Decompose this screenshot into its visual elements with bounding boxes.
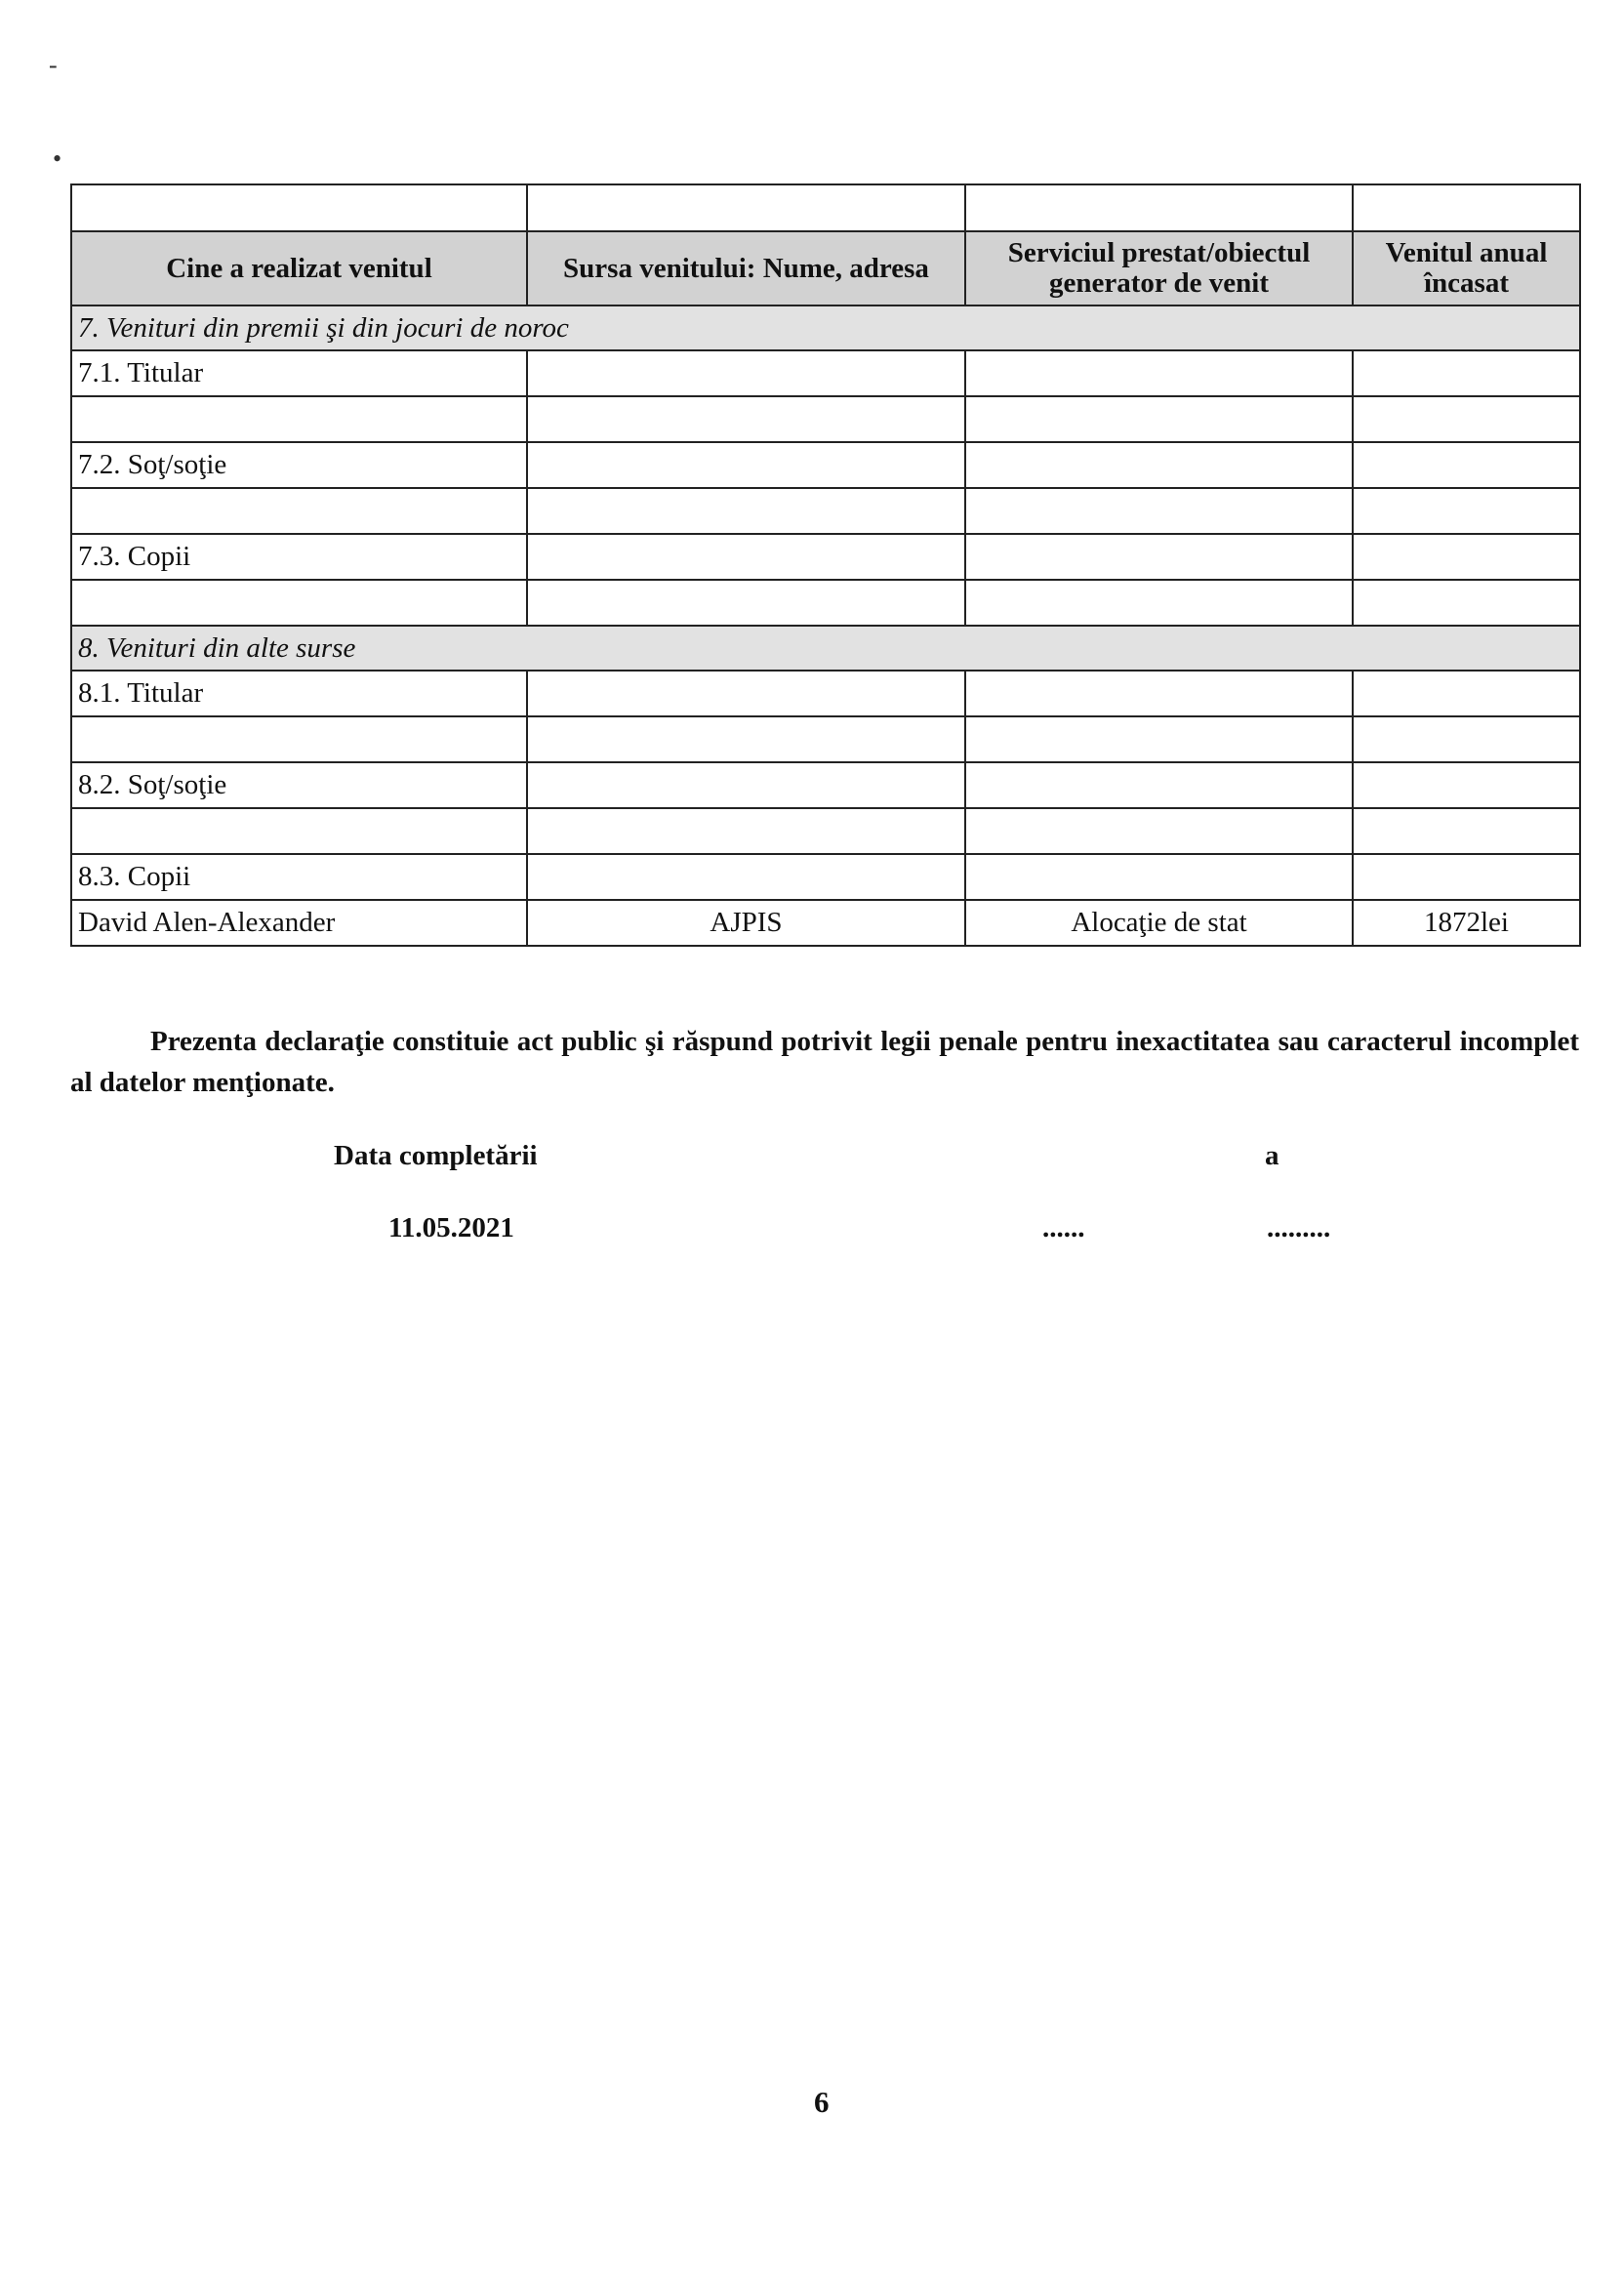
cell-amount <box>1353 488 1580 534</box>
table-row <box>71 442 1580 488</box>
table-row <box>71 580 1580 626</box>
cell-amount <box>1353 534 1580 580</box>
cell-source <box>527 808 965 854</box>
cell-who: 7.1. Titular <box>71 350 527 396</box>
cell-who <box>71 396 527 442</box>
date-value: 11.05.2021 <box>388 1212 514 1243</box>
cell-who: 7.3. Copii <box>71 534 527 580</box>
table-row <box>71 854 1580 900</box>
table-row <box>71 671 1580 716</box>
cell-source <box>527 396 965 442</box>
cell-service: Alocaţie de stat <box>965 900 1353 946</box>
column-header-source: Sursa venitului: Nume, adresa <box>527 231 965 305</box>
cell-amount: 1872lei <box>1353 900 1580 946</box>
table-row <box>71 534 1580 580</box>
section-7-title: 7. Venituri din premii şi din jocuri de noroc <box>71 305 1580 350</box>
column-header-amount: Venitul anual încasat <box>1353 231 1580 305</box>
table-row <box>71 488 1580 534</box>
cell-service <box>965 716 1353 762</box>
table-header-row <box>71 231 1580 305</box>
cell-source <box>527 350 965 396</box>
cell-service <box>965 488 1353 534</box>
cell-who: David Alen-Alexander <box>71 900 527 946</box>
cell-amount <box>1353 808 1580 854</box>
cell-who: 7.2. Soţ/soţie <box>71 442 527 488</box>
cell-amount <box>1353 580 1580 626</box>
cell-amount <box>1353 762 1580 808</box>
cell-amount <box>1353 854 1580 900</box>
cell-source <box>527 488 965 534</box>
cell-source: AJPIS <box>527 900 965 946</box>
section-heading-row <box>71 305 1580 350</box>
cell-source <box>527 671 965 716</box>
declaration-text: Prezenta declaraţie constituie act public şi răspund potrivit legii penale pentru inexactitatea sau caracterul incomplet al datelor menţionate. <box>70 1026 1579 1098</box>
cell-source <box>527 716 965 762</box>
cell-who <box>71 808 527 854</box>
cell-who: 8.2. Soţ/soţie <box>71 762 527 808</box>
table-row <box>71 350 1580 396</box>
cell-amount <box>1353 442 1580 488</box>
page-number: 6 <box>814 2085 830 2119</box>
section-8-rows <box>71 671 1580 946</box>
scan-mark: - <box>49 51 58 79</box>
table-row <box>71 396 1580 442</box>
scan-mark: • <box>53 144 62 173</box>
table-row <box>71 900 1580 946</box>
cell-service <box>965 350 1353 396</box>
cell-source <box>527 442 965 488</box>
cell-amount <box>1353 671 1580 716</box>
cell-who <box>71 580 527 626</box>
date-label: Data completării <box>334 1140 538 1171</box>
cell-service <box>965 762 1353 808</box>
cell-service <box>965 442 1353 488</box>
cell-source <box>527 762 965 808</box>
cell-service <box>965 580 1353 626</box>
column-header-who: Cine a realizat venitul <box>71 231 527 305</box>
cell-source <box>527 534 965 580</box>
cell-who <box>71 488 527 534</box>
cell-service <box>965 396 1353 442</box>
cell-service <box>965 671 1353 716</box>
table-top-row <box>71 184 1580 231</box>
cell-service <box>965 854 1353 900</box>
signature-dots: ...... <box>1042 1212 1085 1243</box>
cell-amount <box>1353 716 1580 762</box>
column-header-service: Serviciul prestat/obiectul generator de venit <box>965 231 1353 305</box>
signature-label-fragment: a <box>1265 1140 1279 1171</box>
cell-source <box>527 854 965 900</box>
table-row <box>71 762 1580 808</box>
cell-service <box>965 808 1353 854</box>
cell-who: 8.1. Titular <box>71 671 527 716</box>
table-row <box>71 716 1580 762</box>
section-heading-row <box>71 626 1580 671</box>
cell-amount <box>1353 396 1580 442</box>
cell-source <box>527 580 965 626</box>
cell-amount <box>1353 350 1580 396</box>
cell-service <box>965 534 1353 580</box>
income-table <box>70 183 1581 947</box>
table-row <box>71 808 1580 854</box>
cell-who: 8.3. Copii <box>71 854 527 900</box>
signature-dots: ......... <box>1267 1212 1331 1243</box>
cell-who <box>71 716 527 762</box>
section-8-title: 8. Venituri din alte surse <box>71 626 1580 671</box>
section-7-rows <box>71 350 1580 626</box>
